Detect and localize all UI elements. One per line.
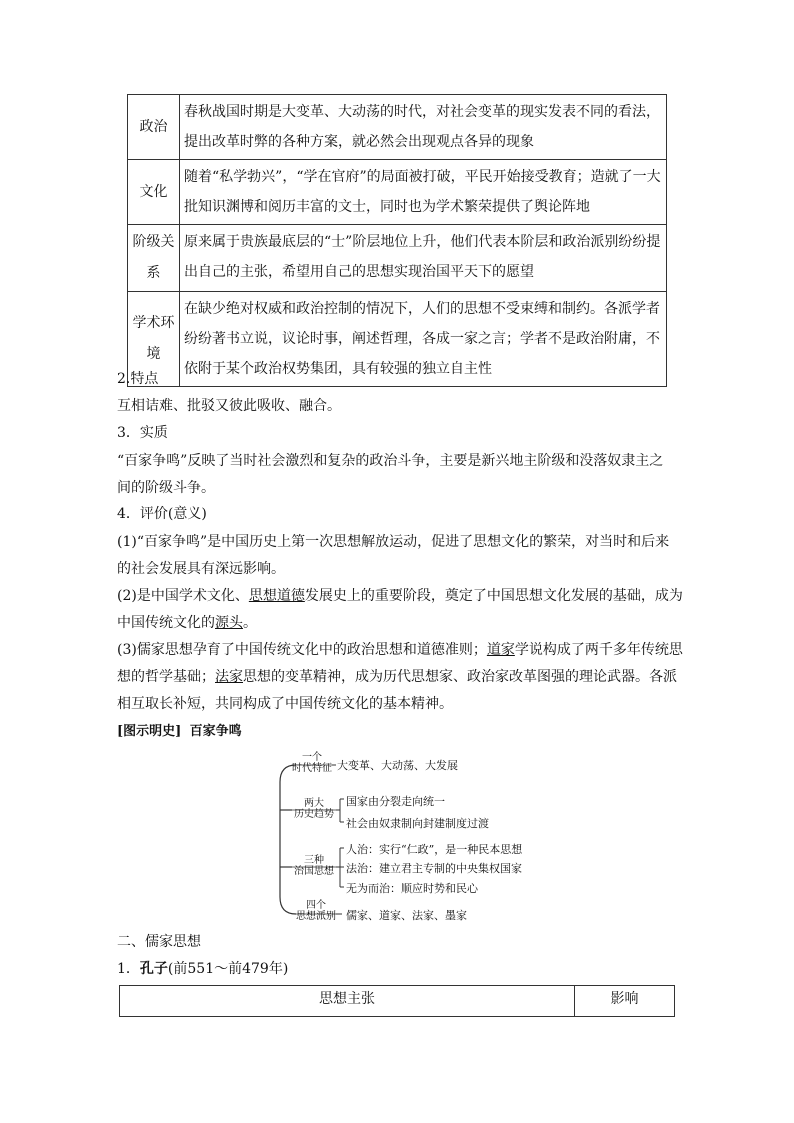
section-heading: 二、儒家思想 bbox=[117, 934, 201, 950]
label-bottom: 思想派别 bbox=[296, 911, 336, 922]
sub-title: 孔子 bbox=[139, 961, 168, 977]
underlined-term: 源头 bbox=[215, 615, 243, 631]
row-value: 在缺少绝对权威和政治控制的情况下，人们的思想不受束缚和制约。各派学者纷纷著书立说，议论时事，阐述哲理，各成一家之言；学者不是政治附庸，不依附于某个政治权势集团，具有较强的独立自主性 bbox=[180, 292, 667, 387]
diagram-label bbox=[294, 900, 338, 922]
diagram-item: 国家由分裂走向统一 bbox=[346, 795, 445, 808]
label-bottom: 历史趋势 bbox=[294, 809, 334, 820]
row-key: 学术环境 bbox=[128, 292, 180, 387]
diagram-label bbox=[290, 752, 334, 774]
sub-dates: (前551～前479年) bbox=[167, 961, 289, 977]
text-span: (2)是中国学术文化、 bbox=[117, 588, 249, 604]
paragraph: 间的阶级斗争。 bbox=[117, 480, 215, 496]
paragraph bbox=[117, 666, 677, 688]
diagram-spine bbox=[280, 765, 296, 914]
label-bottom: 时代特征 bbox=[292, 763, 332, 774]
paragraph: 的社会发展具有深远影响。 bbox=[117, 561, 285, 577]
row-value: 原来属于贵族最底层的“士”阶层地位上升，他们代表本阶层和政治派别纷纷提出自己的主张，希望用自己的思想实现治国平天下的愿望 bbox=[180, 225, 667, 292]
diagram-item: 大变革、大动荡、大发展 bbox=[337, 759, 458, 772]
paragraph: 相互取长补短，共同构成了中国传统文化的基本精神。 bbox=[117, 696, 453, 712]
column-header: 思想主张 bbox=[120, 986, 575, 1017]
table-header-row bbox=[120, 986, 675, 1017]
section-heading: 3．实质 bbox=[117, 425, 168, 441]
table-row bbox=[128, 292, 667, 387]
diagram-item: 人治：实行“仁政”，是一种民本思想 bbox=[346, 843, 523, 856]
subsection-heading bbox=[117, 958, 288, 980]
illustration-title: 百家争鸣 bbox=[189, 724, 242, 739]
paragraph bbox=[117, 612, 257, 634]
table-row bbox=[128, 95, 667, 160]
label-top: 三种 bbox=[304, 855, 324, 866]
label-top: 四个 bbox=[306, 900, 326, 911]
illustration-tag: [图示明史] bbox=[117, 724, 182, 739]
section-heading: 4．评价(意义) bbox=[117, 506, 207, 522]
illustration-heading bbox=[117, 721, 242, 743]
label-top: 两大 bbox=[304, 798, 324, 809]
column-header: 影响 bbox=[575, 986, 675, 1017]
diagram-label bbox=[292, 855, 336, 877]
diagram-item: 社会由奴隶制向封建制度过渡 bbox=[346, 817, 489, 830]
table-row bbox=[128, 225, 667, 292]
item-bracket bbox=[336, 848, 344, 887]
paragraph: (1)“百家争鸣”是中国历史上第一次思想解放运动，促进了思想文化的繁荣，对当时和后来 bbox=[117, 534, 670, 550]
text-span: 思想的变革精神，成为历代思想家、政治家改革图强的理论武器。各派 bbox=[243, 669, 677, 685]
text-span: 。 bbox=[243, 615, 257, 631]
paragraph: “百家争鸣”反映了当时社会激烈和复杂的政治斗争，主要是新兴地主阶级和没落奴隶主之 bbox=[117, 453, 664, 469]
text-span: (3)儒家思想孕育了中国传统文化中的政治思想和道德准则； bbox=[117, 642, 487, 658]
diagram-item: 儒家、道家、法家、墨家 bbox=[346, 909, 467, 922]
confucius-table bbox=[119, 985, 675, 1017]
row-key: 阶级关系 bbox=[128, 225, 180, 292]
underlined-term: 法家 bbox=[215, 669, 243, 685]
paragraph: 互相诘难、批驳又彼此吸收、融合。 bbox=[117, 398, 341, 414]
table-row bbox=[128, 160, 667, 225]
text-span: 想的哲学基础； bbox=[117, 669, 215, 685]
diagram-item: 法治：建立君主专制的中央集权国家 bbox=[346, 862, 522, 875]
paragraph bbox=[117, 585, 683, 607]
item-bracket bbox=[336, 799, 344, 822]
label-bottom: 治国思想 bbox=[294, 866, 334, 877]
text-span: 学说构成了两千多年传统思 bbox=[514, 642, 683, 658]
background-table bbox=[127, 94, 667, 387]
underlined-term: 思想道德 bbox=[248, 588, 305, 604]
row-value: 春秋战国时期是大变革、大动荡的时代，对社会变革的现实发表不同的看法，提出改革时弊的各种方案，就必然会出现观点各异的现象 bbox=[180, 95, 667, 160]
diagram-label bbox=[292, 798, 336, 820]
row-value: 随着“私学勃兴”，“学在官府”的局面被打破，平民开始接受教育；造就了一大批知识渊博和阅历丰富的文士，同时也为学术繁荣提供了舆论阵地 bbox=[180, 160, 667, 225]
diagram-item: 无为而治：顺应时势和民心 bbox=[346, 882, 478, 895]
label-top: 一个 bbox=[302, 752, 322, 763]
paragraph bbox=[117, 639, 683, 661]
row-key: 文化 bbox=[128, 160, 180, 225]
sub-number: 1． bbox=[117, 961, 140, 977]
text-span: 发展史上的重要阶段，奠定了中国思想文化发展的基础，成为 bbox=[304, 588, 683, 604]
row-key: 政治 bbox=[128, 95, 180, 160]
underlined-term: 道家 bbox=[486, 642, 515, 658]
text-span: 中国传统文化的 bbox=[117, 615, 215, 631]
section-heading: 2.特点 bbox=[117, 371, 159, 387]
